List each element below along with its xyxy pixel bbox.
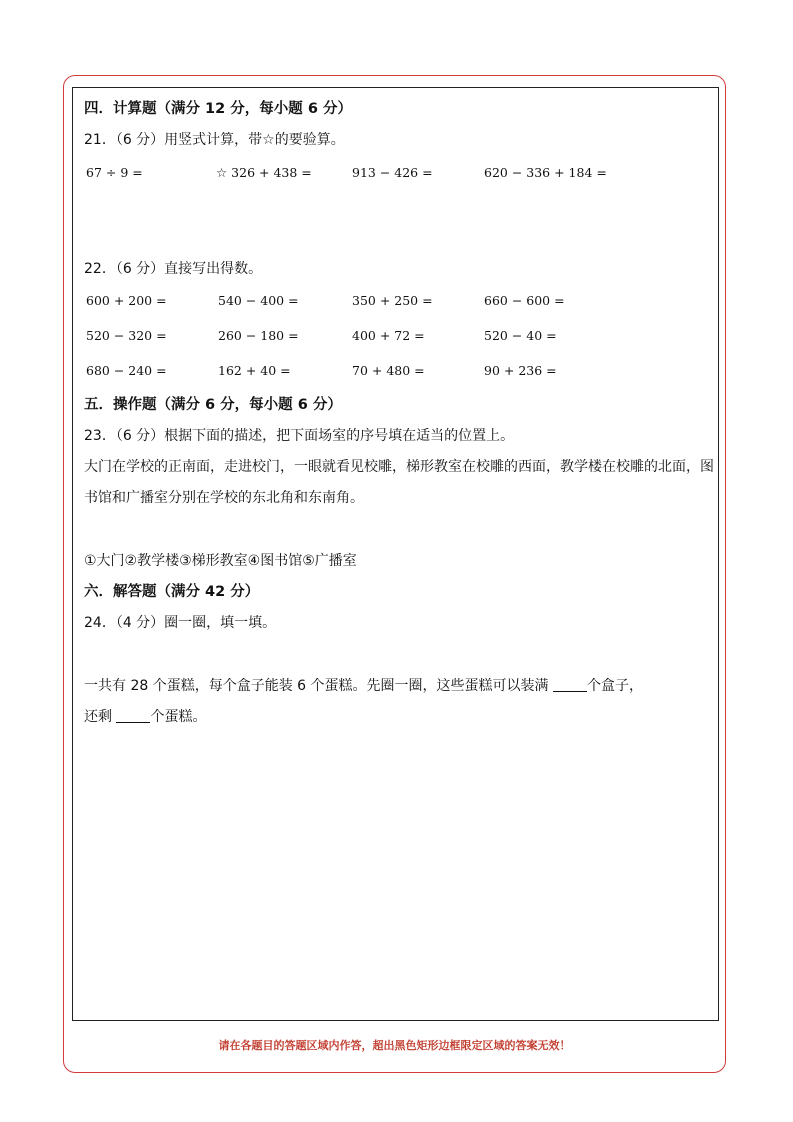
q24-blank-boxes[interactable] xyxy=(553,677,587,692)
section-4-title: 四．计算题（满分 12 分，每小题 6 分） xyxy=(84,101,352,117)
q22-expr: 90 + 236 = xyxy=(484,363,557,378)
q21-expr-1: 67 ÷ 9 = xyxy=(86,165,143,180)
q22-text: 22．（6 分）直接写出得数。 xyxy=(84,261,263,277)
q21-expr-4: 620 − 336 + 184 = xyxy=(484,165,607,180)
q22-expr: 400 + 72 = xyxy=(352,328,425,343)
q24-paragraph xyxy=(84,671,714,733)
q21-text: 21．（6 分）用竖式计算，带☆的要验算。 xyxy=(84,132,345,148)
q22-expr: 70 + 480 = xyxy=(352,363,425,378)
q23-description: 大门在学校的正南面，走进校门，一眼就看见校雕，梯形教室在校雕的西面，教学楼在校雕的北面，图书馆和广播室分别在学校的东北角和东南角。 xyxy=(84,459,714,506)
q22-expr: 540 − 400 = xyxy=(218,293,299,308)
q23-text: 23．（6 分）根据下面的描述，把下面场室的序号填在适当的位置上。 xyxy=(84,428,515,444)
q23-options: ①大门②教学楼③梯形教室④图书馆⑤广播室 xyxy=(84,553,357,569)
q22-expr: 350 + 250 = xyxy=(352,293,433,308)
q22-expr: 520 − 40 = xyxy=(484,328,557,343)
q21-expr-3: 913 − 426 = xyxy=(352,165,433,180)
q22-expr: 162 + 40 = xyxy=(218,363,291,378)
q22-expr: 660 − 600 = xyxy=(484,293,565,308)
q24-part1: 一共有 28 个蛋糕，每个盒子能装 6 个蛋糕。先圈一圈，这些蛋糕可以装满 xyxy=(84,678,553,694)
q24-part3: 还剩 xyxy=(84,709,117,725)
q22-expr: 520 − 320 = xyxy=(86,328,167,343)
q24-blank-remainder[interactable] xyxy=(116,708,150,723)
q21-expr-2: ☆ 326 + 438 = xyxy=(216,165,312,180)
q22-expr: 260 − 180 = xyxy=(218,328,299,343)
q22-expr: 680 − 240 = xyxy=(86,363,167,378)
q22-expr: 600 + 200 = xyxy=(86,293,167,308)
q24-part2: 个盒子， xyxy=(586,678,643,694)
q24-part4: 个蛋糕。 xyxy=(150,709,207,725)
q24-text: 24．（4 分）圈一圈，填一填。 xyxy=(84,615,277,631)
section-6-title: 六．解答题（满分 42 分） xyxy=(84,584,260,600)
footer-warning: 请在各题目的答题区域内作答，超出黑色矩形边框限定区域的答案无效！ xyxy=(218,1039,571,1052)
section-5-title: 五．操作题（满分 6 分，每小题 6 分） xyxy=(84,397,342,413)
